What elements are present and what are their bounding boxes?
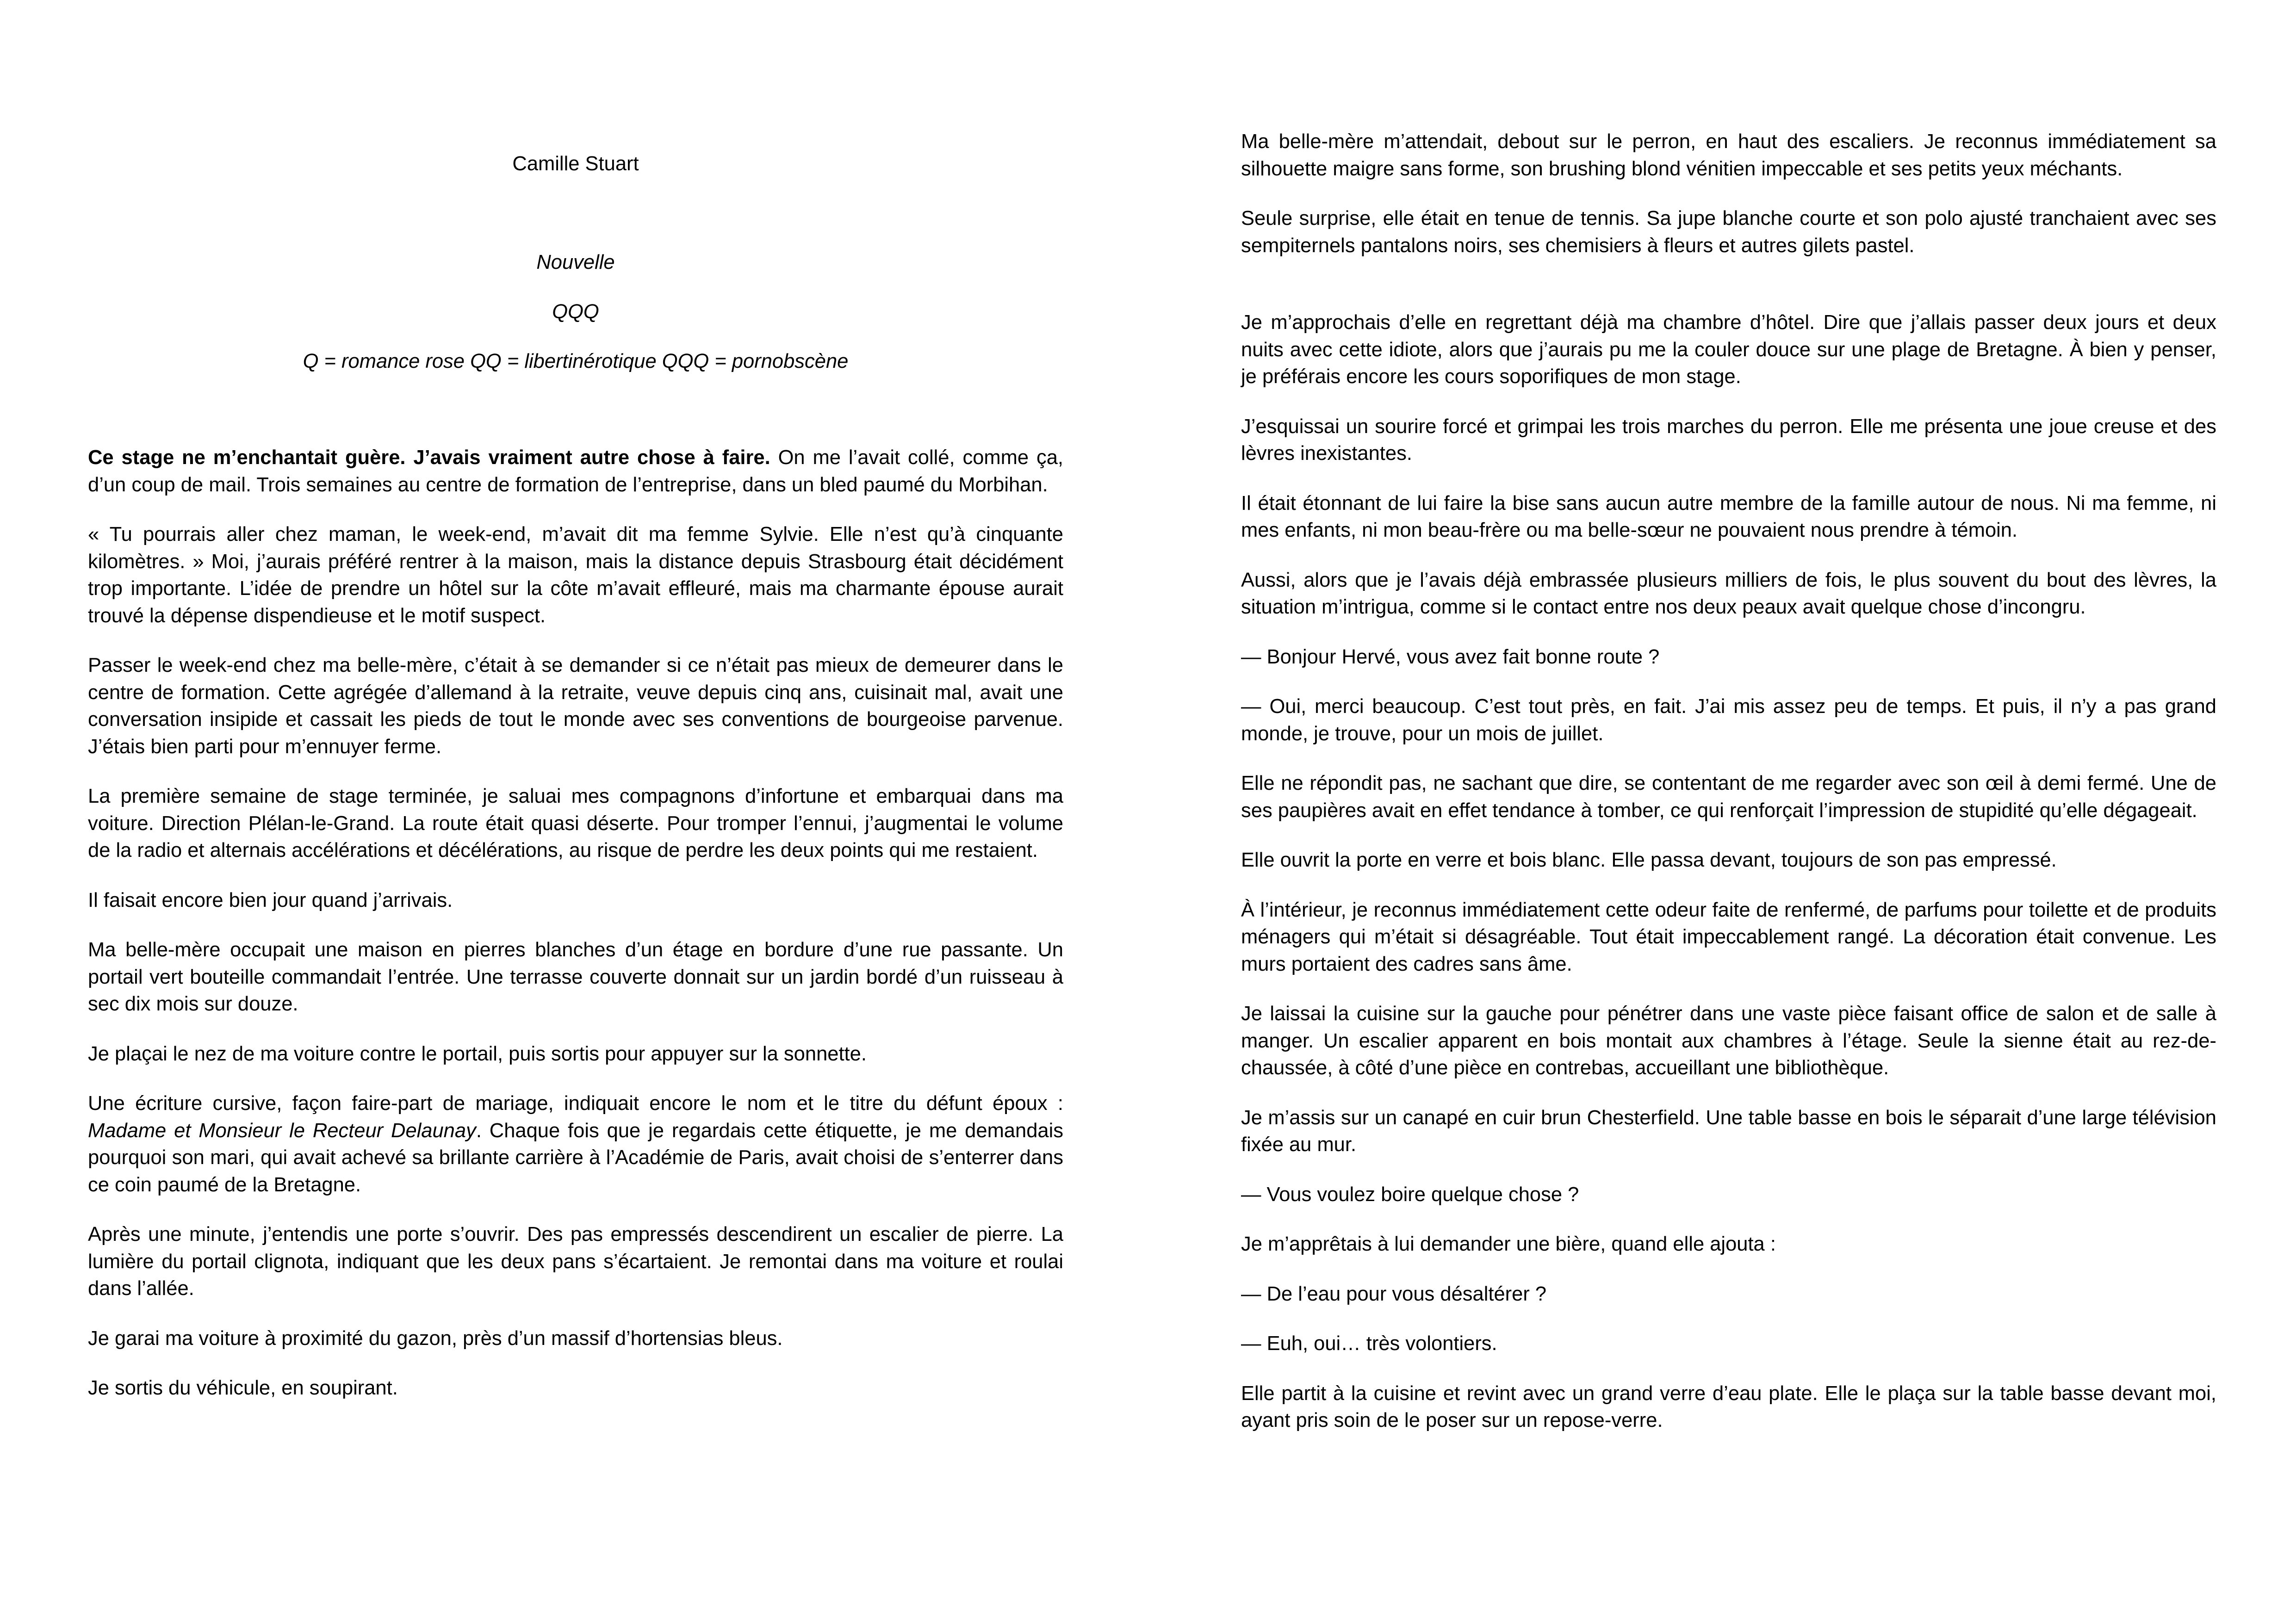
dialogue-line: — Vous voulez boire quelque chose ?	[1241, 1183, 1579, 1206]
paragraph: Je garai ma voiture à proximité du gazon, près d’un massif d’hortensias bleus.	[88, 1327, 783, 1350]
paragraph: À l’intérieur, je reconnus immédiatement cette odeur faite de renfermé, de parfums pour toilette et de produits ménagers qui m’était si désagréable. Tout était impeccablement rangé. La décoration était convenue. Les murs portaient des cadres sans âme.	[1241, 898, 2216, 975]
right-page	[1148, 0, 2296, 1623]
opening-lead: Ce stage ne m’enchantait guère. J’avais vraiment autre chose à faire.	[88, 446, 770, 469]
dialogue-line: — De l’eau pour vous désaltérer ?	[1241, 1282, 1547, 1305]
paragraph: Je plaçai le nez de ma voiture contre le portail, puis sortis pour appuyer sur la sonnette.	[88, 1042, 867, 1065]
genre-label: Nouvelle	[536, 251, 615, 273]
paragraph: J’esquissai un sourire forcé et grimpai les trois marches du perron. Elle me présenta une joue creuse et des lèvres inexistantes.	[1241, 415, 2216, 465]
paragraph	[88, 444, 1063, 498]
paragraph: Elle ouvrit la porte en verre et bois blanc. Elle passa devant, toujours de son pas empressé.	[1241, 849, 2057, 871]
paragraph: Ma belle-mère m’attendait, debout sur le perron, en haut des escaliers. Je reconnus immédiatement sa silhouette maigre sans forme, son brushing blond vénitien impeccable et ses petits yeux méchants.	[1241, 130, 2216, 180]
left-text-column	[88, 444, 1063, 1425]
paragraph	[88, 1090, 1063, 1198]
plaque-intro: Une écriture cursive, façon faire-part de mariage, indiquait encore le nom et le titre du défunt époux :	[88, 1092, 1063, 1115]
paragraph: Elle ne répondit pas, ne sachant que dire, se contentant de me regarder avec son œil à demi fermé. Une de ses paupières avait en effet tendance à tomber, ce qui renforçait l’impression de stupidité qu’elle dégageait.	[1241, 772, 2216, 822]
paragraph: Il était étonnant de lui faire la bise sans aucun autre membre de la famille autour de nous. Ni ma femme, ni mes enfants, ni mon beau-frère ou ma belle-sœur ne pouvaient nous prendre à témoin.	[1241, 492, 2216, 541]
plaque-rest: . Chaque fois que je regardais cette étiquette, je me demandais pourquoi son mari, qui avait achevé sa brillante carrière à l’Académie de Paris, avait choisi de s’enterrer dans ce coin paumé de la Bretagne.	[88, 1119, 1063, 1196]
author-name: Camille Stuart	[512, 153, 639, 175]
paragraph: Ma belle-mère occupait une maison en pierres blanches d’un étage en bordure d’une rue passante. Un portail vert bouteille commandait l’entrée. Une terrasse couverte donnait sur un jardin bordé d’un ruisseau à sec dix mois sur douze.	[88, 939, 1063, 1015]
dialogue-line: — Euh, oui… très volontiers.	[1241, 1332, 1497, 1355]
paragraph: Seule surprise, elle était en tenue de tennis. Sa jupe blanche courte et son polo ajusté tranchaient avec ses sempiternels pantalons noirs, ses chemisiers à fleurs et autres gilets pastel.	[1241, 207, 2216, 257]
paragraph: « Tu pourrais aller chez maman, le week-end, m’avait dit ma femme Sylvie. Elle n’est qu’à cinquante kilomètres. » Moi, j’aurais préféré rentrer à la maison, mais la distance depuis Strasbourg était décidément trop importante. L’idée de prendre un hôtel sur la côte m’avait effleuré, mais ma charmante épouse aurait trouvé la dépense dispendieuse et le motif suspect.	[88, 523, 1063, 627]
paragraph: Il faisait encore bien jour quand j’arrivais.	[88, 889, 453, 911]
rating-legend: Q = romance rose QQ = libertinérotique QQQ = pornobscène	[303, 350, 849, 372]
opening-rest: On me l’avait collé, comme ça, d’un coup de mail. Trois semaines au centre de formation de l’entreprise, dans un bled paumé du Morbihan.	[88, 446, 1064, 496]
paragraph: Je m’approchais d’elle en regrettant déjà ma chambre d’hôtel. Dire que j’allais passer deux jours et deux nuits avec cette idiote, alors que j’aurais pu me la couler douce sur une plage de Bretagne. À bien y penser, je préférais encore les cours soporifiques de mon stage.	[1241, 311, 2216, 388]
dialogue-line: — Oui, merci beaucoup. C’est tout près, en fait. J’ai mis assez peu de temps. Et puis, il n’y a pas grand monde, je trouve, pour un mois de juillet.	[1241, 695, 2216, 745]
paragraph: Je m’apprêtais à lui demander une bière, quand elle ajouta :	[1241, 1233, 1776, 1255]
right-text-column	[1241, 128, 2216, 1457]
rating-label: QQQ	[552, 301, 599, 323]
dialogue-line: — Bonjour Hervé, vous avez fait bonne route ?	[1241, 645, 1660, 668]
paragraph: La première semaine de stage terminée, je saluai mes compagnons d’infortune et embarquai dans ma voiture. Direction Plélan-le-Grand. La route était quasi déserte. Pour tromper l’ennui, j’augmentai le volume de la radio et alternais accélérations et décélérations, au risque de perdre les deux points qui me restaient.	[88, 785, 1063, 861]
paragraph: Elle partit à la cuisine et revint avec un grand verre d’eau plate. Elle le plaça sur la table basse devant moi, ayant pris soin de le poser sur un repose-verre.	[1241, 1382, 2216, 1431]
paragraph: Je sortis du véhicule, en soupirant.	[88, 1377, 398, 1399]
paragraph: Passer le week-end chez ma belle-mère, c’était à se demander si ce n’était pas mieux de demeurer dans le centre de formation. Cette agrégée d’allemand à la retraite, veuve depuis cinq ans, cuisinait mal, avait une conversation insipide et cassait les pieds de tout le monde avec ses conventions de bourgeoise parvenue. J’étais bien parti pour m’ennuyer ferme.	[88, 654, 1063, 758]
paragraph: Je m’assis sur un canapé en cuir brun Chesterfield. Une table basse en bois le séparait d’une large télévision fixée au mur.	[1241, 1106, 2216, 1156]
paragraph: Après une minute, j’entendis une porte s’ouvrir. Des pas empressés descendirent un escalier de pierre. La lumière du portail clignota, indiquant que les deux pans s’écartaient. Je remontai dans ma voiture et roulai dans l’allée.	[88, 1223, 1063, 1300]
plaque-name: Madame et Monsieur le Recteur Delaunay	[88, 1119, 476, 1142]
paragraph: Je laissai la cuisine sur la gauche pour pénétrer dans une vaste pièce faisant office de salon et de salle à manger. Un escalier apparent en bois montait aux chambres à l’étage. Seule la sienne était au rez-de-chaussée, à côté d’une pièce en contrebas, accueillant une bibliothèque.	[1241, 1003, 2216, 1079]
paragraph: Aussi, alors que je l’avais déjà embrassée plusieurs milliers de fois, le plus souvent du bout des lèvres, la situation m’intrigua, comme si le contact entre nos deux peaux avait quelque chose d’incongru.	[1241, 569, 2216, 618]
